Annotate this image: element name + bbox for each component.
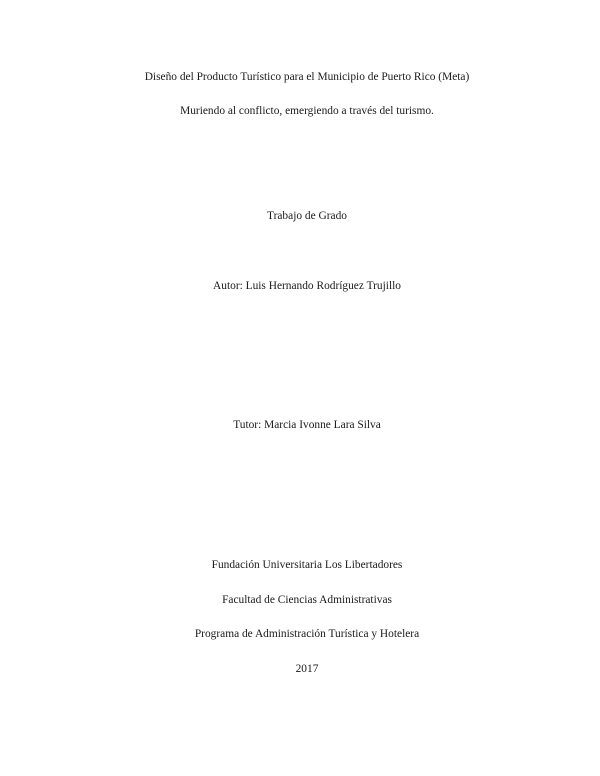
- document-title: Diseño del Producto Turístico para el Municipio de Puerto Rico (Meta): [144, 71, 470, 83]
- program-name: Programa de Administración Turística y Hotelera: [194, 628, 420, 640]
- institution-name: Fundación Universitaria Los Libertadores: [211, 559, 403, 571]
- author-line: Autor: Luis Hernando Rodríguez Trujillo: [213, 280, 401, 292]
- faculty-name: Facultad de Ciencias Administrativas: [222, 594, 392, 606]
- tutor-line: Tutor: Marcia Ivonne Lara Silva: [233, 419, 381, 431]
- document-subtitle: Muriendo al conflicto, emergiendo a través del turismo.: [180, 105, 434, 117]
- document-type: Trabajo de Grado: [267, 210, 347, 222]
- document-year: 2017: [295, 663, 319, 675]
